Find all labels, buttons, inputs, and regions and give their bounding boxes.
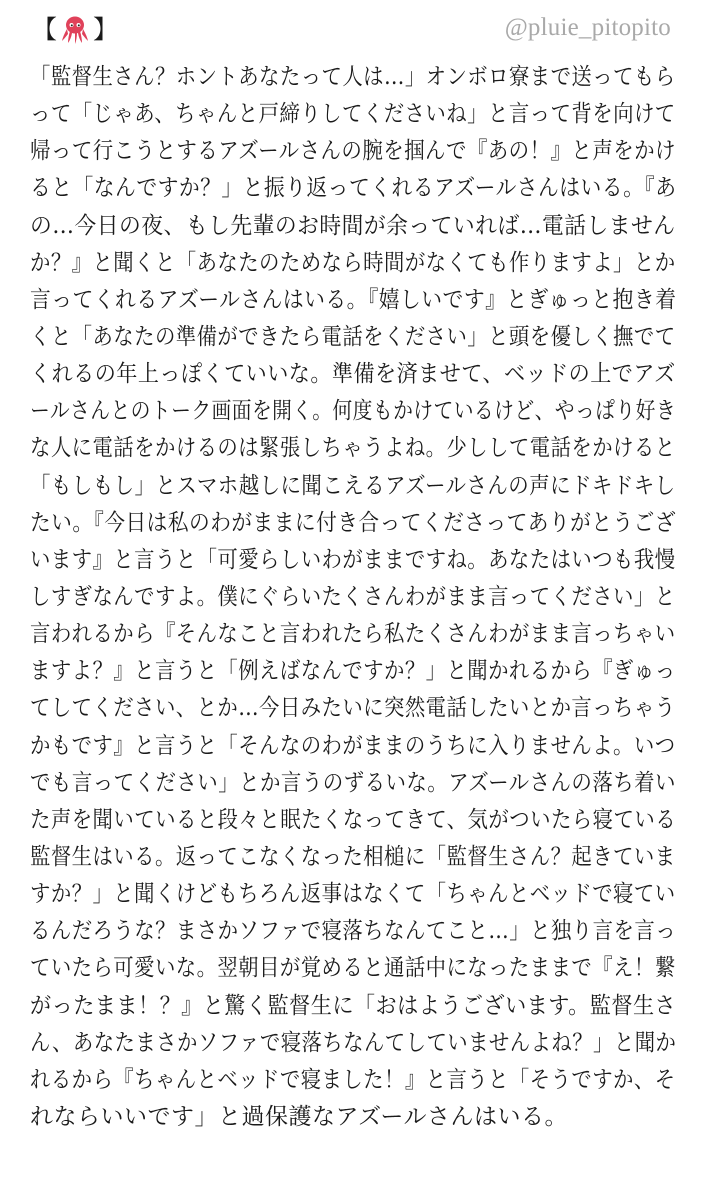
text-line: の…今日の夜、もし先輩のお時間が余っていれば…電話しません xyxy=(30,212,676,239)
text-line: 言ってくれるアズールさんはいる。『嬉しいです』とぎゅっと抱き着 xyxy=(30,286,677,313)
text-line: てしてください、とか…今日みたいに突然電話したいとか言っちゃう xyxy=(30,695,676,722)
header xyxy=(32,8,671,52)
text-line: れるから『ちゃんとベッドで寝ました！』と言うと「そうですか、そ xyxy=(30,1066,676,1093)
text-line: ールさんとのトーク画面を開く。何度もかけているけど、やっぱり好き xyxy=(30,398,677,425)
text-line: います』と言うと「可愛らしいわがままですね。あなたはいつも我慢 xyxy=(30,546,676,573)
story-text xyxy=(30,59,676,1136)
text-line: かもです』と言うと「そんなのわがままのうちに入りませんよ。いつ xyxy=(30,732,676,759)
text-line: 「監督生さん？ホントあなたって人は…」オンボロ寮まで送ってもら xyxy=(30,64,676,90)
topic-tag xyxy=(32,12,118,48)
text-line: るんだろうな？まさかソファで寝落ちなんてこと…」と独り言を言っ xyxy=(30,918,677,945)
text-line: な人に電話をかけるのは緊張しちゃうよね。少しして電話をかけると xyxy=(30,435,676,462)
text-line: でも言ってください」とか言うのずるいな。アズールさんの落ち着い xyxy=(30,769,676,796)
text-line: すか？」と聞くけどもちろん返事はなくて「ちゃんとベッドで寝てい xyxy=(30,881,676,908)
text-line: れならいいです」と過保護なアズールさんはいる。 xyxy=(30,1103,568,1130)
text-line: くれるの年上っぽくていいな。準備を済ませて、ベッドの上でアズ xyxy=(30,361,676,388)
text-line: 「もしもし」とスマホ越しに聞こえるアズールさんの声にドキドキし xyxy=(30,472,676,499)
text-line: 監督生はいる。返ってこなくなった相槌に「監督生さん？起きていま xyxy=(30,843,676,870)
text-line: がったまま！？』と驚く監督生に「おはようございます。監督生さ xyxy=(30,992,677,1019)
bracket-open: 【 xyxy=(32,15,58,44)
text-line: たい。『今日は私のわがままに付き合ってくださってありがとうござ xyxy=(30,509,677,536)
text-line: って「じゃあ、ちゃんと戸締りしてくださいね」と言って背を向けて xyxy=(30,101,676,128)
text-line: ていたら可愛いな。翌朝目が覚めると通話中になったままで『え！繋 xyxy=(30,955,676,982)
octopus-icon xyxy=(59,14,91,46)
text-line: くと「あなたの準備ができたら電話をください」と頭を優しく撫でて xyxy=(30,323,676,350)
text-line: 言われるから『そんなこと言われたら私たくさんわがまま言っちゃい xyxy=(30,621,676,648)
text-line: ん、あなたまさかソファで寝落ちなんてしていませんよね？」と聞か xyxy=(30,1029,677,1056)
author-handle: @pluie_pitopito xyxy=(504,14,671,41)
text-line: ると「なんですか？」と振り返ってくれるアズールさんはいる。『あ xyxy=(30,175,677,202)
text-line: た声を聞いていると段々と眠たくなってきて、気がついたら寝ている xyxy=(30,806,677,833)
text-line: しすぎなんですよ。僕にぐらいたくさんわがまま言ってください」と xyxy=(30,583,676,610)
text-line: 帰って行こうとするアズールさんの腕を掴んで『あの！』と声をかけ xyxy=(30,138,676,165)
bracket-close: 】 xyxy=(93,15,119,44)
text-line: か？』と聞くと「あなたのためなら時間がなくても作りますよ」とか xyxy=(30,249,676,276)
text-line: ますよ？』と言うと「例えばなんですか？」と聞かれるから『ぎゅっ xyxy=(30,658,676,685)
